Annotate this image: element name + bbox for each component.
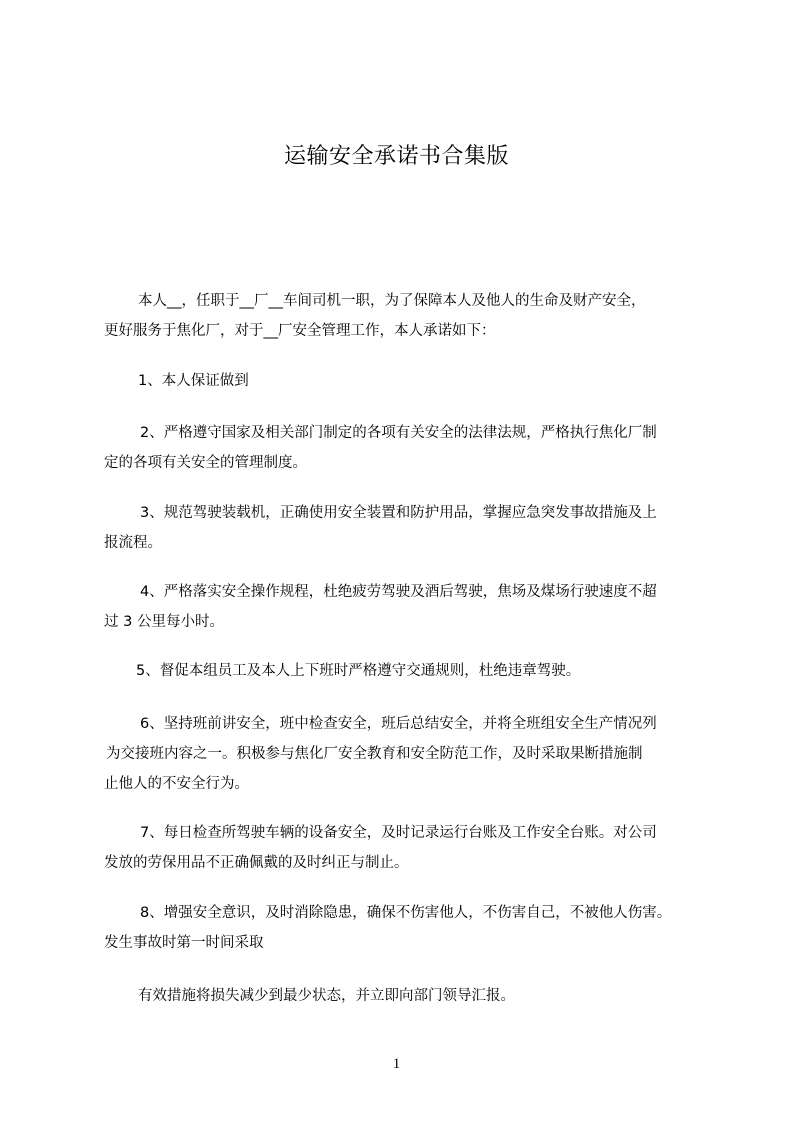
document-title: 运输安全承诺书合集版: [283, 144, 509, 169]
paragraph-line: 发放的劳保用品不正确佩戴的及时纠正与制止。: [104, 855, 409, 871]
paragraph-line: 1、本人保证做到: [138, 373, 249, 389]
paragraph-line: 5、督促本组员工及本人上下班时严格遵守交通规则，杜绝违章驾驶。: [136, 663, 581, 679]
paragraph-line: 报流程。: [104, 535, 162, 551]
commitment-item-8: [104, 898, 722, 958]
paragraph-line: 7、每日检查所驾驶车辆的设备安全，及时记录运行台账及工作安全台账。对公司: [140, 825, 657, 841]
commitment-item-4: [104, 577, 722, 637]
commitment-item-6: [104, 709, 722, 799]
closing-paragraph: [104, 981, 722, 1011]
paragraph-line: 止他人的不安全行为。: [104, 776, 249, 792]
page-number: 1: [392, 1056, 401, 1072]
commitment-item-3: [104, 498, 722, 558]
paragraph-line: 2、严格遵守国家及相关部门制定的各项有关安全的法律法规，严格执行焦化厂制: [140, 425, 657, 441]
intro-paragraph: [104, 286, 722, 346]
commitment-item-1: [104, 366, 722, 396]
commitment-item-2: [104, 418, 722, 478]
paragraph-line: 更好服务于焦化厂，对于__厂安全管理工作，本人承诺如下：: [104, 323, 496, 339]
commitment-item-5: [104, 656, 722, 686]
paragraph-line: 8、增强安全意识，及时消除隐患，确保不伤害他人，不伤害自己，不被他人伤害。: [140, 905, 672, 921]
paragraph-line: 6、坚持班前讲安全，班中检查安全，班后总结安全，并将全班组安全生产情况列: [140, 716, 657, 732]
commitment-item-7: [104, 818, 722, 878]
paragraph-line: 定的各项有关安全的管理制度。: [104, 455, 307, 471]
paragraph-line: 3、规范驾驶装载机，正确使用安全装置和防护用品，掌握应急突发事故措施及上: [140, 505, 657, 521]
paragraph-line: 过 3 公里每小时。: [104, 614, 224, 630]
paragraph-line: 本人__，任职于__厂__车间司机一职，为了保障本人及他人的生命及财产安全，: [138, 293, 646, 309]
paragraph-line: 为交接班内容之一。积极参与焦化厂安全教育和安全防范工作，及时采取果断措施制: [106, 746, 643, 762]
paragraph-line: 4、严格落实安全操作规程，杜绝疲劳驾驶及酒后驾驶，焦场及煤场行驶速度不超: [140, 584, 657, 600]
paragraph-line: 有效措施将损失减少到最少状态，并立即向部门领导汇报。: [138, 988, 515, 1004]
paragraph-line: 发生事故时第一时间采取: [104, 935, 264, 951]
